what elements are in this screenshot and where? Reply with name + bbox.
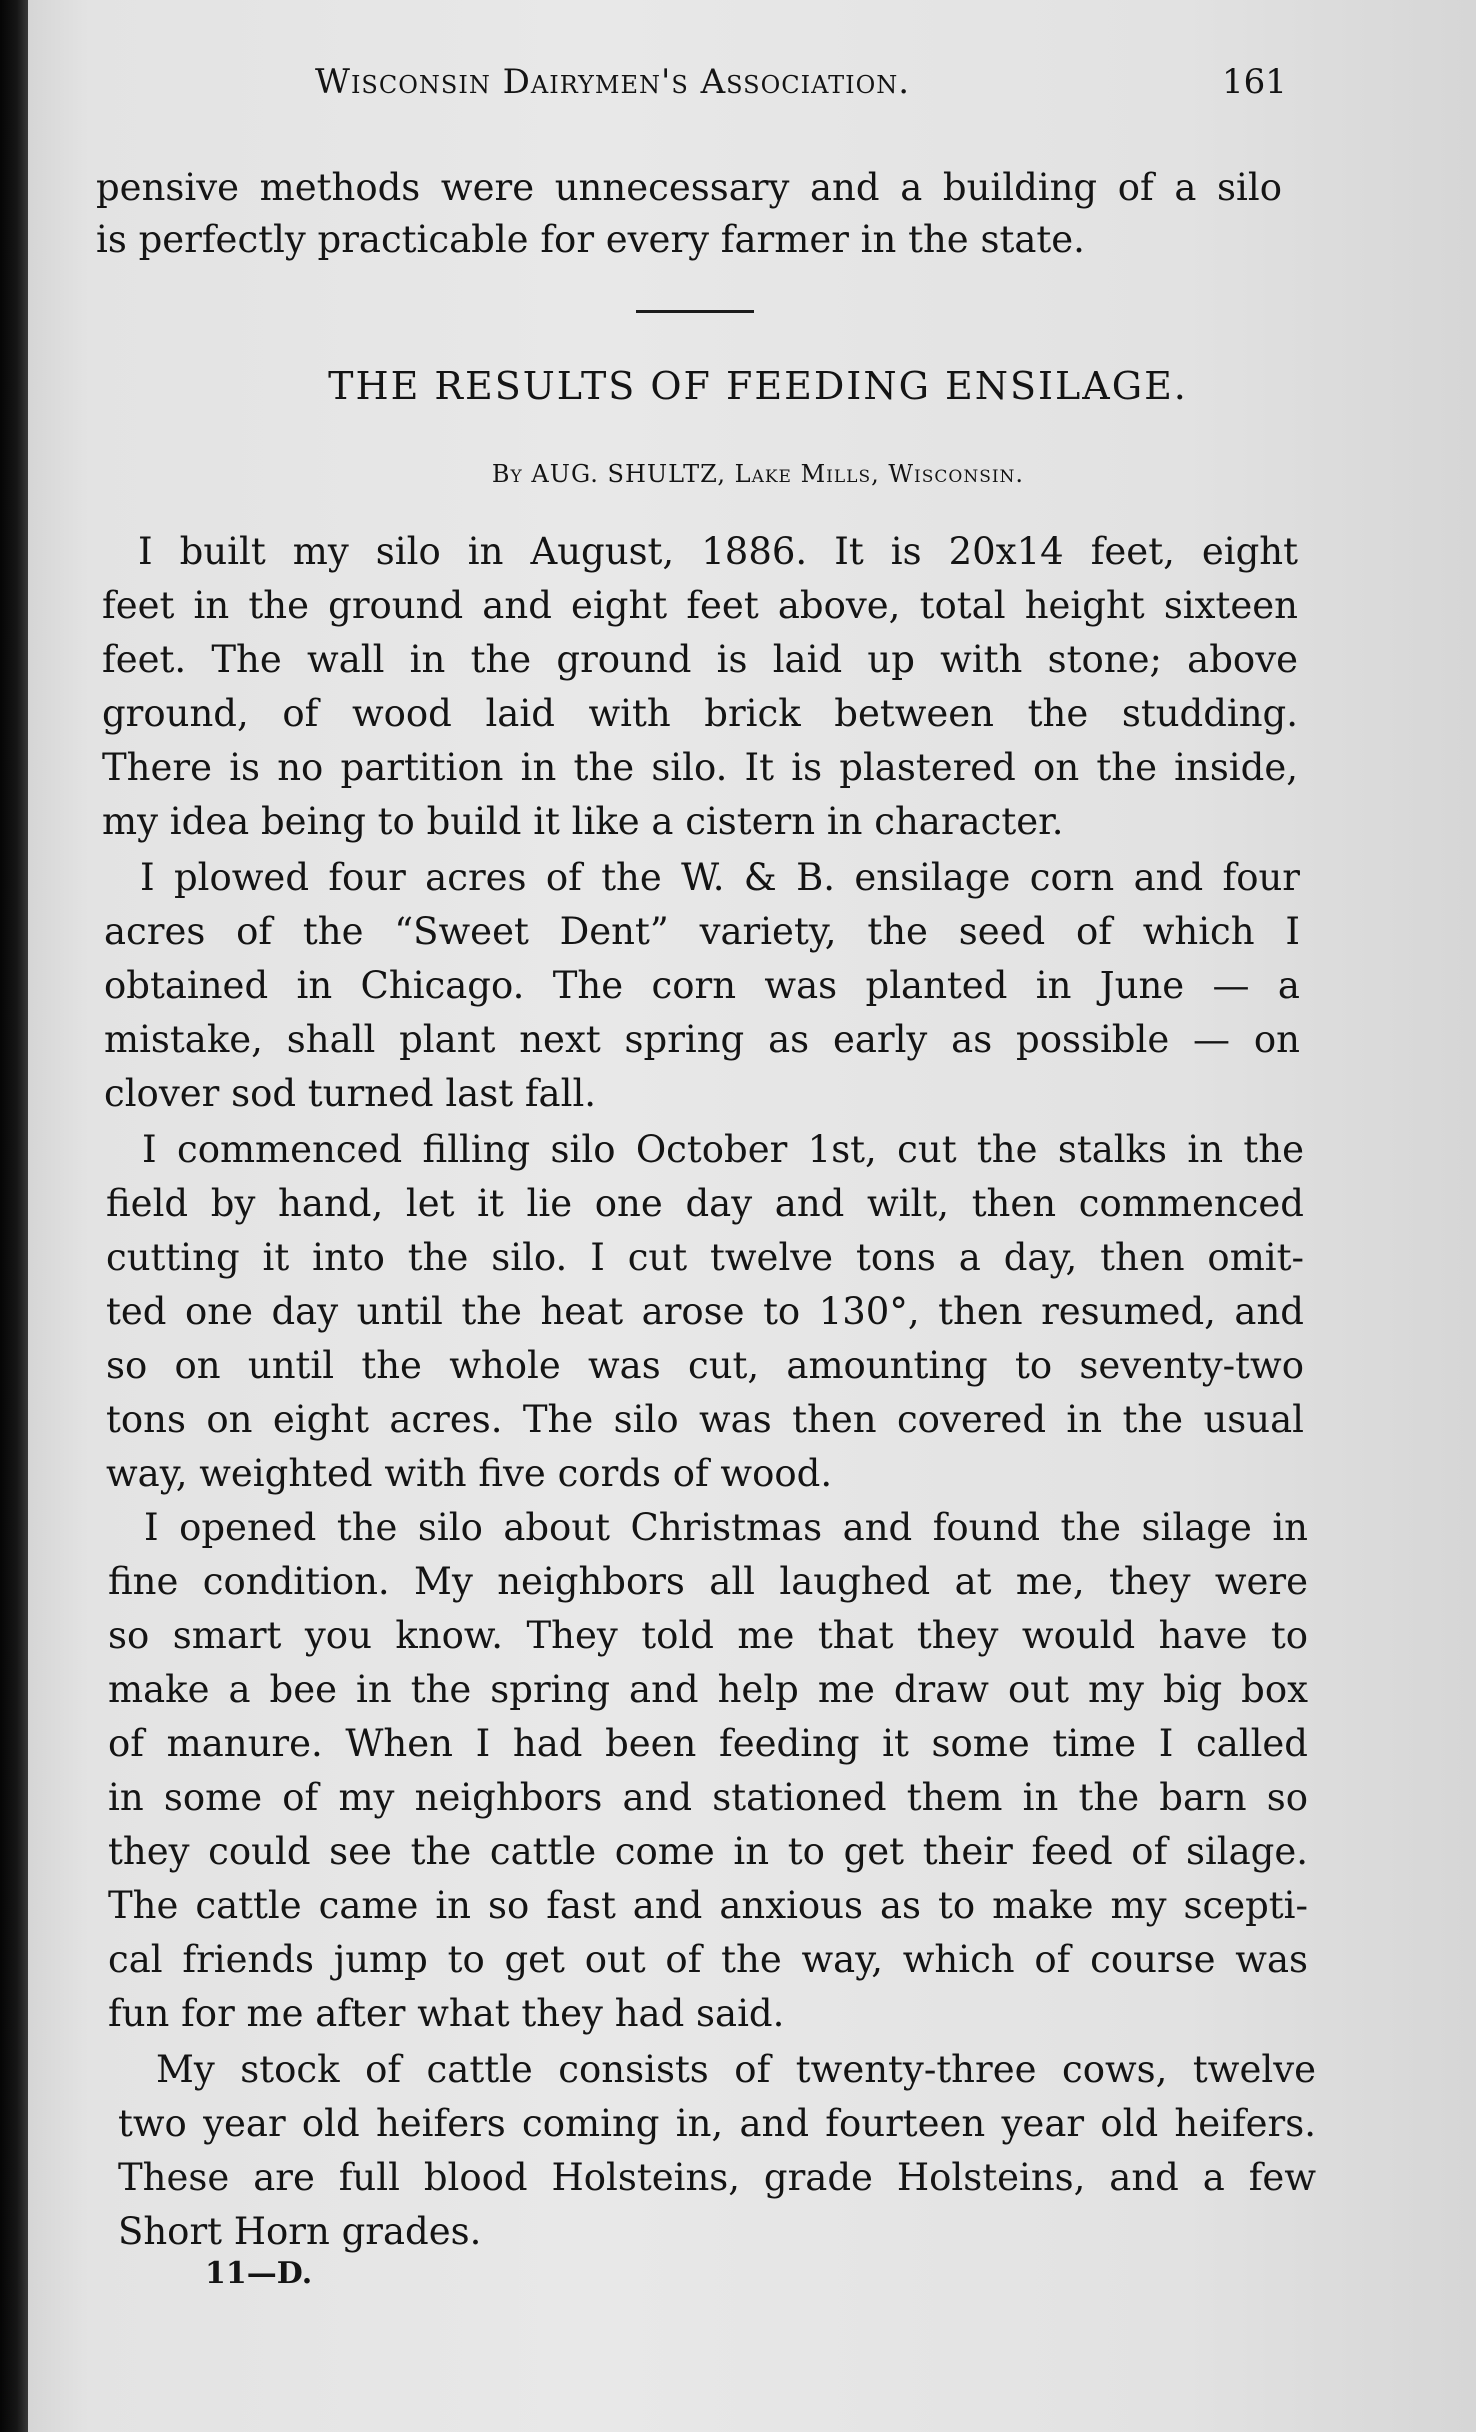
- text-line: I commenced filling silo October 1st, cut the stalks in the: [142, 1128, 1304, 1171]
- text-line: so smart you know. They told me that they would have to: [108, 1614, 1308, 1657]
- text-line: of manure. When I had been feeding it some time I called: [108, 1722, 1308, 1765]
- running-head: [0, 62, 1476, 122]
- text-line: they could see the cattle come in to get their feed of silage.: [108, 1830, 1308, 1873]
- text-line: The cattle came in so fast and anxious as to make my scepti-: [108, 1884, 1308, 1927]
- text-line: fine condition. My neighbors all laughed at me, they were: [108, 1560, 1308, 1603]
- text-line: I built my silo in August, 1886. It is 20x14 feet, eight: [138, 530, 1298, 573]
- text-line: field by hand, let it lie one day and wilt, then commenced: [106, 1182, 1304, 1225]
- text-line: acres of the “Sweet Dent” variety, the seed of which I: [104, 910, 1300, 953]
- text-line: I plowed four acres of the W. & B. ensilage corn and four: [140, 856, 1300, 899]
- text-line: fun for me after what they had said.: [108, 1992, 785, 2035]
- text-line: ted one day until the heat arose to 130°, then resumed, and: [106, 1290, 1304, 1333]
- text-line: so on until the whole was cut, amounting to seventy-two: [106, 1344, 1304, 1387]
- text-line: my idea being to build it like a cistern in character.: [102, 800, 1064, 843]
- text-line: two year old heifers coming in, and fourteen year old heifers.: [118, 2102, 1316, 2145]
- text-line: cal friends jump to get out of the way, which of course was: [108, 1938, 1308, 1981]
- text-line: mistake, shall plant next spring as early as possible — on: [104, 1018, 1300, 1061]
- text-line: These are full blood Holsteins, grade Holsteins, and a few: [118, 2156, 1316, 2199]
- article-title: THE RESULTS OF FEEDING ENSILAGE.: [328, 364, 1188, 408]
- text-line: feet. The wall in the ground is laid up with stone; above: [102, 638, 1298, 681]
- text-line: I opened the silo about Christmas and found the silage in: [144, 1506, 1308, 1549]
- text-line: in some of my neighbors and stationed them in the barn so: [108, 1776, 1308, 1819]
- text-line: make a bee in the spring and help me draw out my big box: [108, 1668, 1308, 1711]
- text-line: cutting it into the silo. I cut twelve tons a day, then omit-: [106, 1236, 1304, 1279]
- page-number: 161: [1222, 62, 1287, 102]
- text-line: pensive methods were unnecessary and a building of a silo: [96, 166, 1282, 209]
- article-byline: By AUG. SHULTZ, Lake Mills, Wisconsin.: [491, 460, 1025, 488]
- text-line: obtained in Chicago. The corn was planted in June — a: [104, 964, 1300, 1007]
- text-line: feet in the ground and eight feet above, total height sixteen: [102, 584, 1298, 627]
- text-line: Short Horn grades.: [118, 2210, 482, 2253]
- text-line: ground, of wood laid with brick between the studding.: [102, 692, 1298, 735]
- signature-mark: 11—D.: [205, 2256, 313, 2291]
- text-line: way, weighted with five cords of wood.: [106, 1452, 833, 1495]
- text-line: tons on eight acres. The silo was then covered in the usual: [106, 1398, 1304, 1441]
- text-line: My stock of cattle consists of twenty-three cows, twelve: [156, 2048, 1316, 2091]
- text-line: is perfectly practicable for every farmer in the state.: [96, 218, 1085, 261]
- text-line: There is no partition in the silo. It is plastered on the inside,: [102, 746, 1298, 789]
- running-title: Wisconsin Dairymen's Association.: [315, 62, 911, 102]
- text-line: clover sod turned last fall.: [104, 1072, 597, 1115]
- section-divider: [636, 310, 754, 313]
